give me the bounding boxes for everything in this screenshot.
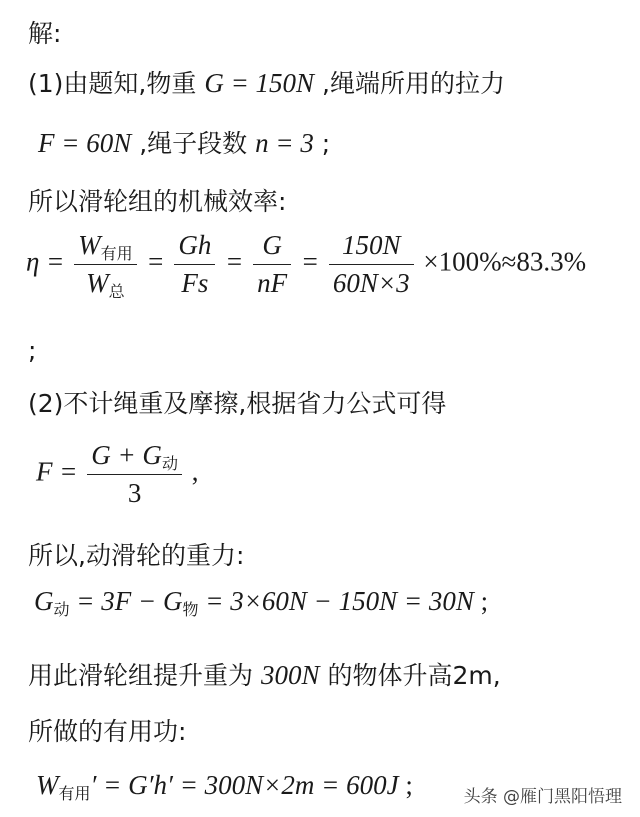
efficiency-result: ×100%≈83.3% (423, 246, 587, 277)
eta-symbol: η (26, 246, 40, 277)
nf-denominator: nF (253, 264, 291, 299)
object-subscript: 物 (182, 600, 199, 619)
g-numerator: G (262, 230, 282, 260)
dynamic-equation (34, 586, 488, 617)
dynamic-eq-mid: = 3F − G (69, 586, 183, 616)
w-symbol: W (36, 770, 59, 800)
dynamic-subscript: 动 (53, 600, 70, 619)
semicolon: ; (321, 129, 331, 158)
w-symbol: W (78, 230, 101, 260)
useful-over-total-fraction (74, 230, 137, 299)
dynamic-intro: 所以,动滑轮的重力: (28, 541, 245, 570)
dynamic-eq-rest: = 3×60N − 150N = 30N (198, 586, 474, 616)
useful-subscript: 有用 (58, 784, 91, 803)
part1-intro-line (28, 64, 505, 100)
equals-sign: = (46, 246, 65, 277)
work-equation (36, 770, 413, 801)
numeric-fraction (329, 230, 414, 299)
lift-value: 300N (260, 660, 320, 690)
numeric-numerator: 150N (341, 230, 401, 260)
lift-prefix: 用此滑轮组提升重为 (28, 661, 254, 690)
useful-subscript: 有用 (100, 244, 133, 263)
rope-force-text: ,绳端所用的拉力 (322, 69, 505, 98)
segments-text: ,绳子段数 (139, 129, 248, 158)
trailing-semicolon: ; (28, 336, 37, 365)
equals-sign: = (225, 246, 244, 277)
force-comma: , (191, 456, 199, 487)
force-numerator: G + G (91, 440, 162, 470)
fs-denominator: Fs (174, 264, 215, 299)
efficiency-intro: 所以滑轮组的机械效率: (28, 187, 287, 216)
equals-sign: = (300, 246, 320, 277)
g-symbol: G (34, 586, 54, 616)
lift-line (28, 656, 501, 692)
force-formula (36, 440, 198, 509)
segments-equation: n = 3 (255, 128, 314, 158)
weight-equation: G = 150N (204, 68, 315, 98)
work-intro: 所做的有用功: (28, 717, 187, 746)
part2-intro: (2)不计绳重及摩擦,根据省力公式可得 (28, 389, 447, 418)
lift-suffix: 的物体升高2m, (327, 661, 501, 690)
force-line (38, 124, 330, 160)
dynamic-semicolon: ; (480, 586, 489, 616)
watermark: 头条 @雁门黑阳悟理 (463, 787, 622, 807)
numeric-denominator: 60N×3 (329, 264, 414, 299)
dynamic-subscript: 动 (161, 454, 178, 473)
gh-over-fs-fraction (174, 230, 215, 299)
force-denominator: 3 (87, 474, 182, 509)
work-semicolon: ; (405, 770, 413, 800)
part1-intro: (1)由题知,物重 (28, 69, 197, 98)
efficiency-formula (26, 230, 586, 299)
g-over-nf-fraction (253, 230, 291, 299)
force-fraction (87, 440, 182, 509)
total-subscript: 总 (108, 282, 125, 301)
gh-numerator: Gh (178, 230, 212, 260)
work-eq-rest: ′ = G′h′ = 300N×2m = 600J (90, 770, 399, 800)
solution-label: 解: (28, 19, 62, 48)
equals-sign: = (146, 246, 165, 277)
w-symbol: W (86, 268, 109, 298)
force-equation: F = 60N (38, 128, 132, 158)
force-eq-lhs: F = (36, 456, 78, 487)
